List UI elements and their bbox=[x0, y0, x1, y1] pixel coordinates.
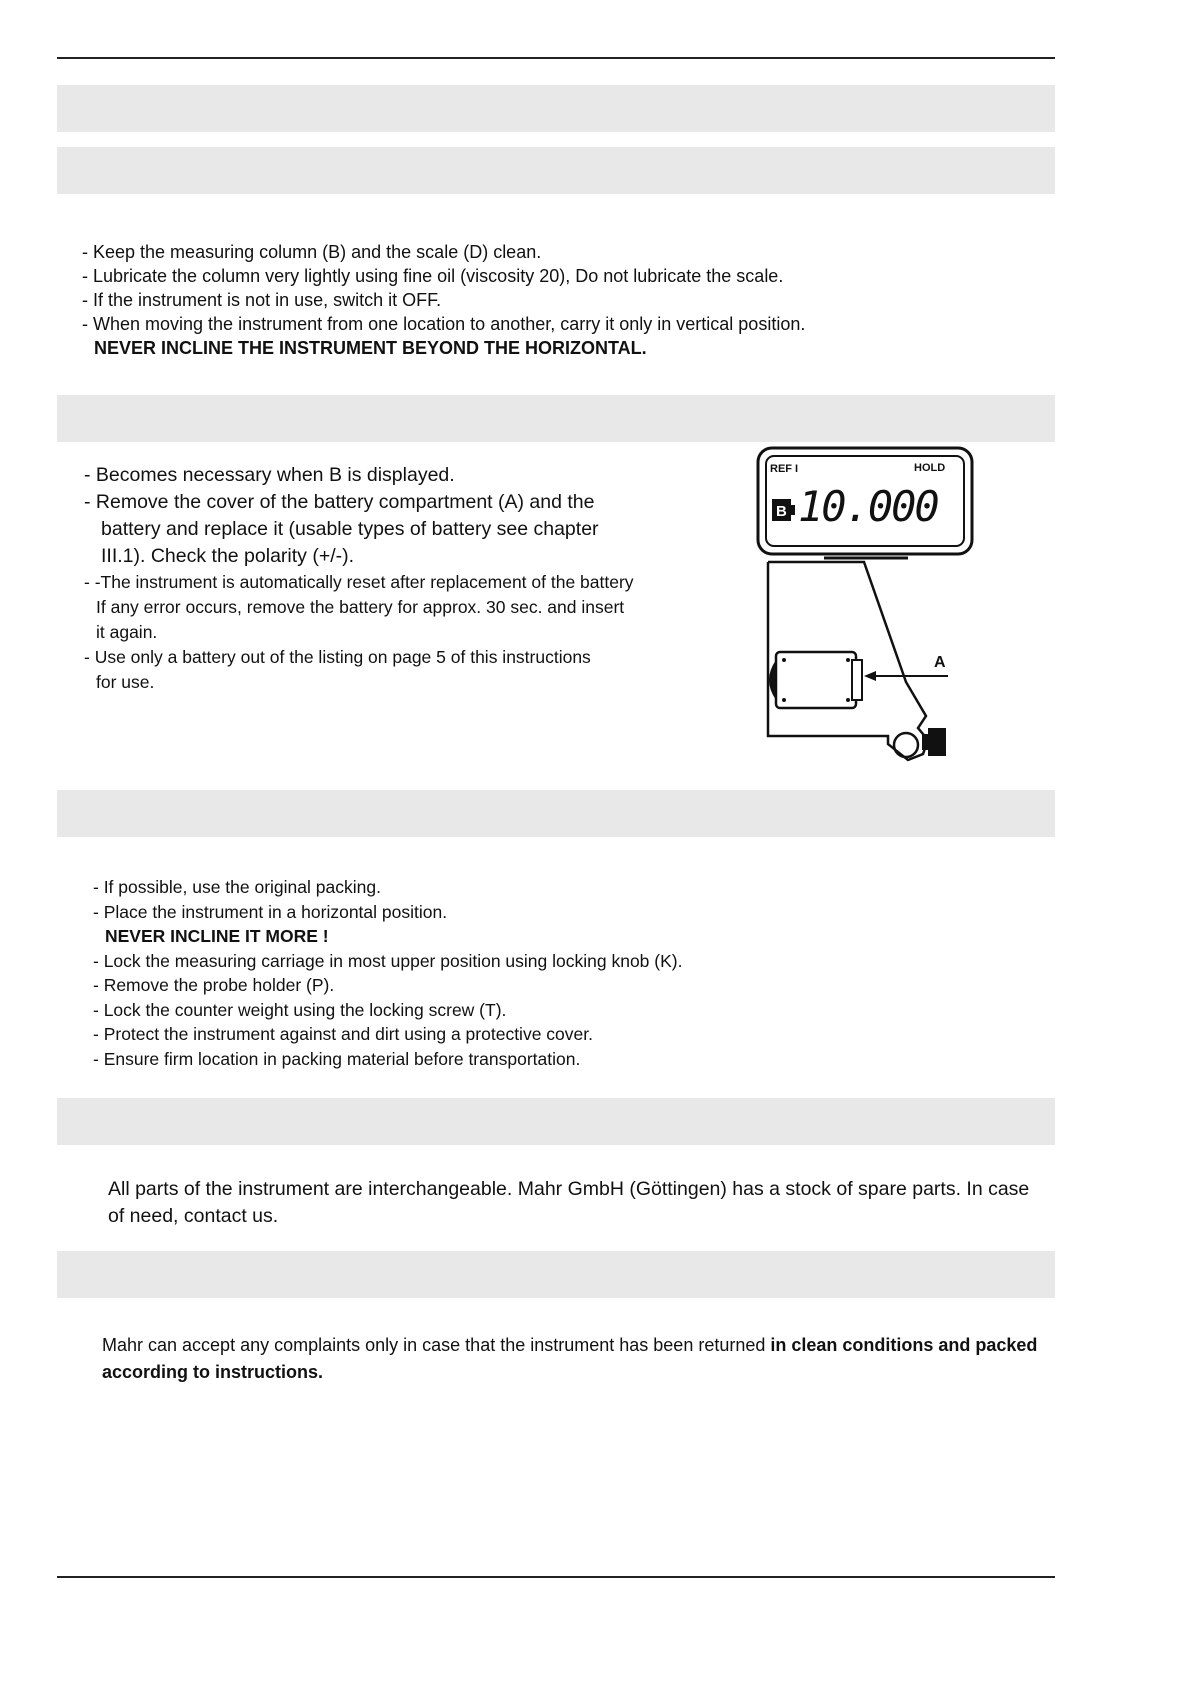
care-item: - Lubricate the column very lightly using fine oil (viscosity 20), Do not lubricate the scale. bbox=[82, 266, 784, 286]
display-reading: 10.000 bbox=[798, 482, 938, 531]
transport-item: - Ensure firm location in packing material before transportation. bbox=[93, 1048, 581, 1069]
callout-arrow bbox=[864, 654, 948, 681]
transport-item: - Place the instrument in a horizontal position. bbox=[93, 901, 448, 922]
care-warning: NEVER INCLINE THE INSTRUMENT BEYOND THE HORIZONTAL. bbox=[94, 338, 647, 358]
locking-knob bbox=[922, 728, 946, 756]
battery-note: for use. bbox=[96, 672, 155, 692]
header-rule bbox=[57, 57, 1055, 59]
warranty-text: Mahr can accept any complaints only in case that the instrument has been returned bbox=[102, 1335, 771, 1355]
battery-compartment-diagram bbox=[748, 444, 993, 784]
battery-symbol: B bbox=[776, 503, 787, 520]
lcd-display bbox=[758, 448, 972, 558]
battery-note: it again. bbox=[96, 622, 158, 642]
footer-rule bbox=[57, 1576, 1055, 1578]
section-heading-band-2 bbox=[57, 147, 1055, 194]
spare-parts-paragraph: All parts of the instrument are interchangeable. Mahr GmbH (Göttingen) has a stock of spare parts. In case of need, contact us. bbox=[108, 1178, 1030, 1227]
callout-label: A bbox=[934, 654, 946, 671]
care-item: - When moving the instrument from one location to another, carry it only in vertical position. bbox=[82, 314, 806, 334]
transport-item: - Lock the counter weight using the locking screw (T). bbox=[93, 999, 507, 1020]
battery-line: - Becomes necessary when B is displayed. bbox=[84, 464, 455, 486]
care-instructions bbox=[82, 240, 805, 360]
transport-item: - If possible, use the original packing. bbox=[93, 877, 381, 897]
transport-instructions bbox=[93, 875, 682, 1071]
care-item: - Keep the measuring column (B) and the scale (D) clean. bbox=[82, 242, 542, 262]
transport-warning: NEVER INCLINE IT MORE ! bbox=[105, 926, 329, 946]
transport-item: - Remove the probe holder (P). bbox=[93, 975, 335, 995]
ref-label: REF I bbox=[770, 463, 799, 475]
section-heading-band-3 bbox=[57, 395, 1055, 442]
hold-label: HOLD bbox=[914, 462, 946, 474]
transport-item: - Protect the instrument against and dirt using a protective cover. bbox=[93, 1024, 593, 1044]
section-heading-band-4 bbox=[57, 790, 1055, 837]
battery-line: III.1). Check the polarity (+/-). bbox=[101, 545, 355, 567]
battery-line: battery and replace it (usable types of battery see chapter bbox=[101, 518, 599, 540]
transport-item: - Lock the measuring carriage in most upper position using locking knob (K). bbox=[93, 950, 683, 971]
care-item: - If the instrument is not in use, switch it OFF. bbox=[82, 290, 442, 310]
battery-note: - Use only a battery out of the listing on page 5 of this instructions bbox=[84, 647, 591, 667]
warranty-paragraph bbox=[102, 1332, 1042, 1386]
battery-compartment bbox=[769, 652, 862, 708]
section-heading-band-1 bbox=[57, 85, 1055, 132]
battery-note: - -The instrument is automatically reset after replacement of the battery bbox=[84, 572, 634, 592]
battery-line: - Remove the cover of the battery compartment (A) and the bbox=[84, 491, 595, 513]
section-heading-band-5 bbox=[57, 1098, 1055, 1145]
warranty-text-emphasis: in clean conditions and packed according to instructions. bbox=[102, 1335, 1038, 1382]
section-heading-band-6 bbox=[57, 1251, 1055, 1298]
battery-note: If any error occurs, remove the battery for approx. 30 sec. and insert bbox=[96, 597, 625, 617]
battery-instructions bbox=[84, 462, 634, 695]
